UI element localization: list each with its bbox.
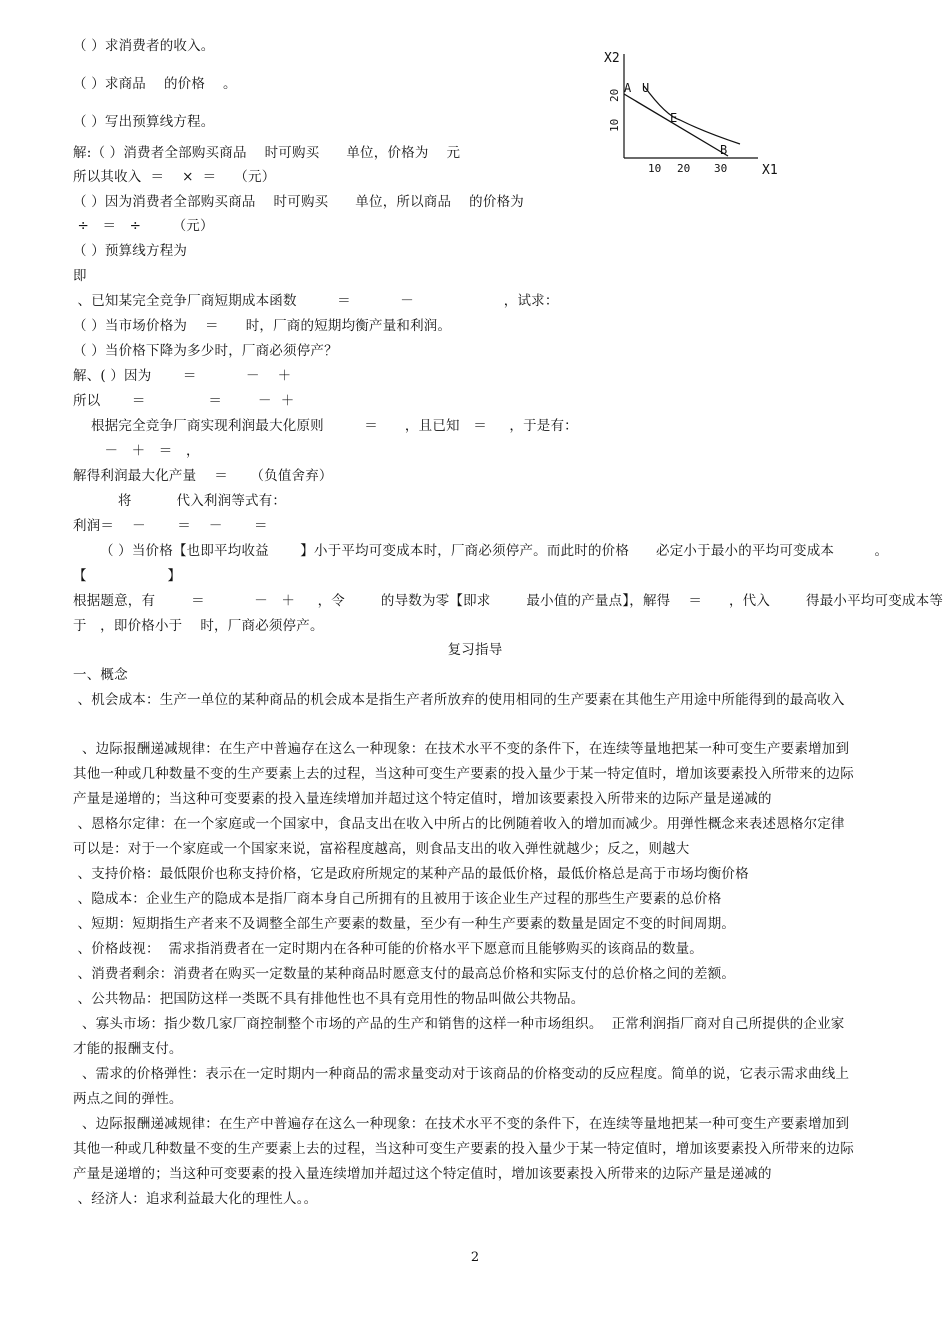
text-line: 根据完全竞争厂商实现利润最大化原则 ＝ ，且已知 ＝ ，于是有： bbox=[73, 418, 578, 434]
concept-item: 、寡头市场：指少数几家厂商控制整个市场的产品的生产和销售的这样一种市场组织。 正常利润指厂商对自己所提供的企业家 bbox=[73, 1016, 845, 1032]
text-line: 两点之间的弹性。 bbox=[73, 1091, 183, 1107]
x-axis-label: X1 bbox=[762, 163, 778, 178]
concept-item: 、机会成本：生产一单位的某种商品的机会成本是指生产者所放弃的使用相同的生产要素在其他生产用途中所能得到的最高收入 bbox=[73, 692, 845, 708]
point-e-label: E bbox=[670, 111, 678, 125]
text-line: 利润＝ － ＝ － ＝ bbox=[73, 518, 268, 534]
text-line: （ ）当价格下降为多少时，厂商必须停产？ bbox=[73, 343, 338, 359]
text-line: 其他一种或几种数量不变的生产要素上去的过程，当这种可变生产要素的投入量少于某一特定值时，增加该要素投入所带来的边际 bbox=[73, 1141, 854, 1157]
text-line: 所以其收入 ＝ × ＝ （元） bbox=[73, 169, 276, 185]
text-line: 于 ，即价格小于 时，厂商必须停产。 bbox=[73, 618, 324, 634]
text-line: － ＋ ＝ ， bbox=[73, 443, 200, 459]
section-heading: 一、概念 bbox=[73, 667, 128, 683]
text-line: 产量是递增的；当这种可变要素的投入量连续增加并超过这个特定值时，增加该要素投入所带来的边际产量是递减的 bbox=[73, 791, 772, 807]
point-b-label: B bbox=[720, 143, 728, 157]
page-number: 2 bbox=[470, 1250, 480, 1265]
text-line: 才能的报酬支付。 bbox=[73, 1041, 183, 1057]
text-line: 可以是：对于一个家庭或一个国家来说，富裕程度越高，则食品支出的收入弹性就越少；反之，则越大 bbox=[73, 841, 690, 857]
text-line: 【 】 bbox=[73, 568, 182, 584]
budget-line bbox=[624, 94, 728, 156]
concept-item: 、公共物品：把国防这样一类既不具有排他性也不具有竞用性的物品叫做公共物品。 bbox=[73, 991, 585, 1007]
concept-item: 、短期：短期指生产者来不及调整全部生产要素的数量，至少有一种生产要素的数量是固定不变的时间周期。 bbox=[73, 916, 736, 932]
x-tick-30: 30 bbox=[714, 162, 728, 175]
concept-item: 、经济人：追求利益最大化的理性人。。 bbox=[73, 1191, 318, 1207]
budget-line-diagram bbox=[600, 44, 790, 184]
y-tick-10: 10 bbox=[608, 118, 621, 132]
concept-item: 、支持价格：最低限价也称支持价格，它是政府所规定的某种产品的最低价格，最低价格总是高于市场均衡价格 bbox=[73, 866, 749, 882]
text-line: 将 代入利润等式有： bbox=[73, 493, 287, 509]
text-line: 解:（ ）消费者全部购买商品 时可购买 单位，价格为 元 bbox=[73, 145, 461, 161]
x-tick-20: 20 bbox=[677, 162, 691, 175]
y-tick-20: 20 bbox=[608, 88, 621, 102]
concept-item: 、边际报酬递减规律：在生产中普遍存在这么一种现象：在技术水平不变的条件下，在连续等量地把某一种可变生产要素增加到 bbox=[73, 741, 850, 757]
text-line: 解、( ）因为 ＝ － ＋ bbox=[73, 368, 292, 384]
concept-item: 、边际报酬递减规律：在生产中普遍存在这么一种现象：在技术水平不变的条件下，在连续等量地把某一种可变生产要素增加到 bbox=[73, 1116, 850, 1132]
text-line: ÷ ＝ ÷ （元） bbox=[73, 218, 214, 234]
text-line: 解得利润最大化产量 ＝ （负值舍弃） bbox=[73, 468, 333, 484]
concept-item: 、恩格尔定律：在一个家庭或一个国家中，食品支出在收入中所占的比例随着收入的增加而减少。用弹性概念来表述恩格尔定律 bbox=[73, 816, 845, 832]
text-line: 产量是递增的；当这种可变要素的投入量连续增加并超过这个特定值时，增加该要素投入所带来的边际产量是递减的 bbox=[73, 1166, 772, 1182]
concept-item: 、隐成本：企业生产的隐成本是指厂商本身自己所拥有的且被用于该企业生产过程的那些生产要素的总价格 bbox=[73, 891, 722, 907]
text-line: （ ）当价格【也即平均收益 】小于平均可变成本时，厂商必须停产。而此时的价格 必定小于最小的平均可变成本 。 bbox=[73, 543, 889, 559]
text-line: （ ）预算线方程为 bbox=[73, 243, 188, 259]
text-line: （ ）求消费者的收入。 bbox=[73, 38, 215, 54]
text-line: 所以 ＝ ＝ － ＋ bbox=[73, 393, 295, 409]
question-line: 、已知某完全竞争厂商短期成本函数 ＝ － ，试求： bbox=[73, 293, 559, 309]
text-line: （ ）写出预算线方程。 bbox=[73, 114, 215, 130]
concept-item: 、需求的价格弹性：表示在一定时期内一种商品的需求量变动对于该商品的价格变动的反应程度。简单的说，它表示需求曲线上 bbox=[73, 1066, 850, 1082]
y-axis-label: X2 bbox=[604, 51, 620, 66]
concept-item: 、消费者剩余：消费者在购买一定数量的某种商品时愿意支付的最高总价格和实际支付的总价格之间的差额。 bbox=[73, 966, 736, 982]
text-line: 根据题意，有 ＝ － ＋ ，令 的导数为零【即求 最小值的产量点】，解得 ＝ ，代入 得最小平均可变成本等 bbox=[73, 593, 944, 609]
text-line: （ ）求商品 的价格 。 bbox=[73, 76, 237, 92]
text-line: （ ）因为消费者全部购买商品 时可购买 单位，所以商品 的价格为 bbox=[73, 194, 524, 210]
concept-item: 、价格歧视： 需求指消费者在一定时期内在各种可能的价格水平下愿意而且能够购买的该商品的数量。 bbox=[73, 941, 703, 957]
text-line: 其他一种或几种数量不变的生产要素上去的过程，当这种可变生产要素的投入量少于某一特定值时，增加该要素投入所带来的边际 bbox=[73, 766, 854, 782]
text-line: 即 bbox=[73, 268, 87, 284]
point-a-label: A bbox=[624, 81, 632, 95]
x-tick-10: 10 bbox=[648, 162, 662, 175]
section-title: 复习指导 bbox=[447, 642, 503, 658]
text-line: （ ）当市场价格为 ＝ 时，厂商的短期均衡产量和利润。 bbox=[73, 318, 452, 334]
point-u-label: U bbox=[642, 81, 650, 95]
